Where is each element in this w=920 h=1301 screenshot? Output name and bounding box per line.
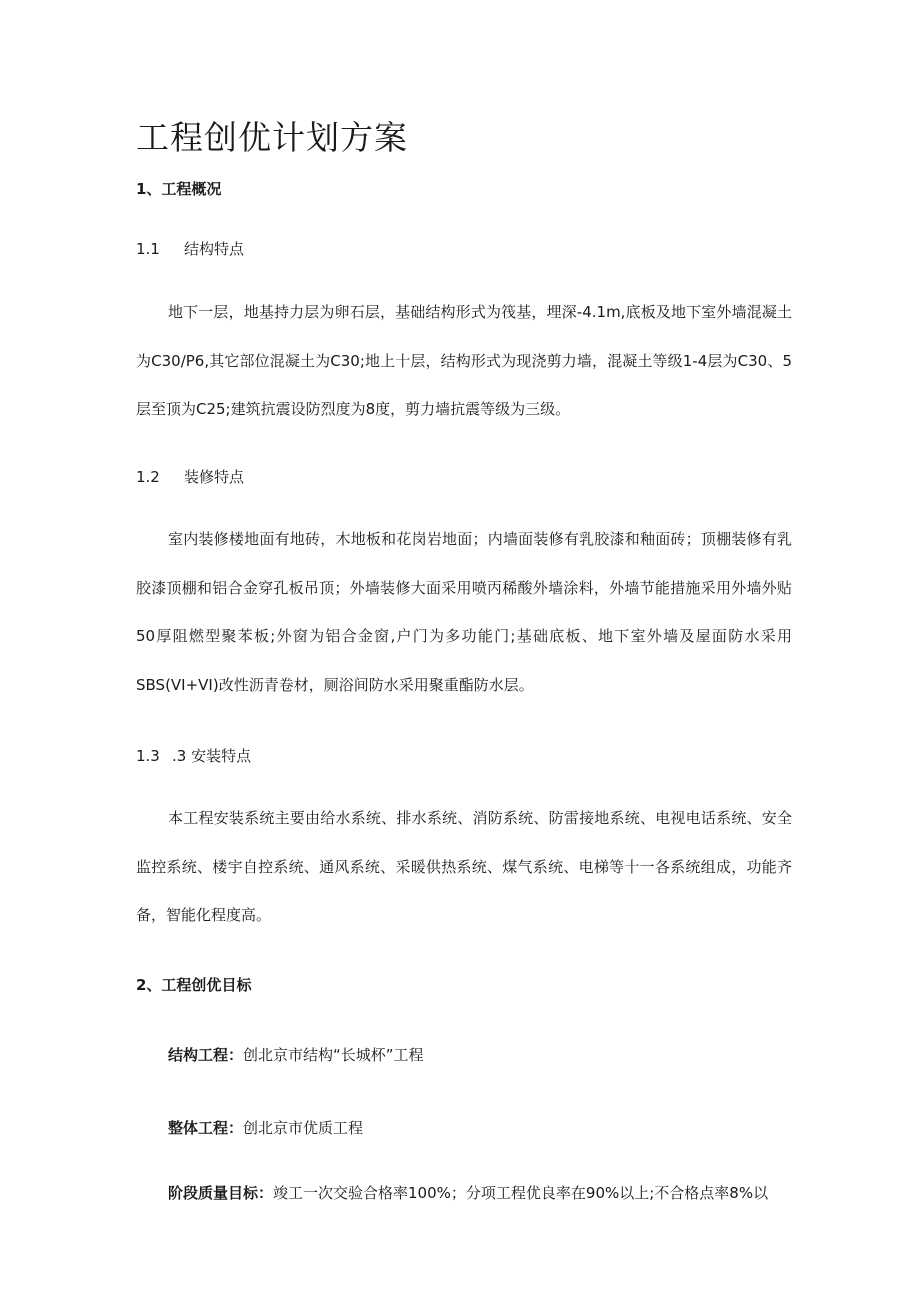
- goal-label: 阶段质量目标：: [168, 1184, 274, 1202]
- subsection-number: 1.3: [136, 747, 160, 765]
- subsection-label: 结构特点: [184, 240, 245, 258]
- goal-overall: [168, 1117, 363, 1138]
- subsection-label: 装修特点: [184, 468, 245, 486]
- subsection-heading-decoration: [136, 466, 244, 487]
- section-heading-overview: 1、工程概况: [136, 180, 222, 198]
- subsection-heading-structure: [136, 238, 244, 259]
- paragraph-installation: 本工程安装系统主要由给水系统、排水系统、消防系统、防雷接地系统、电视电话系统、安全监控系统、楼宇自控系统、通风系统、采暖供热系统、煤气系统、电梯等十一各系统组成，功能齐备，智能化程度高。: [136, 809, 792, 924]
- subsection-number: 1.1: [136, 240, 160, 258]
- paragraph-structure: 地下一层，地基持力层为卵石层，基础结构形式为筏基，埋深-4.1m,底板及地下室外墙混凝土为C30/P6,其它部位混凝土为C30;地上十层，结构形式为现浇剪力墙，混凝土等级1-4层为C30、5层至顶为C25;建筑抗震设防烈度为8度，剪力墙抗震等级为三级。: [136, 303, 792, 418]
- subsection-label: .3 安装特点: [172, 747, 252, 765]
- section-heading-goals: 2、工程创优目标: [136, 976, 252, 994]
- subsection-number: 1.2: [136, 468, 160, 486]
- goal-text: 竣工一次交验合格率100%；分项工程优良率在90%以上;不合格点率8%以: [273, 1184, 769, 1202]
- goal-text: 创北京市结构“长城杯”工程: [243, 1046, 424, 1064]
- goal-label: 结构工程：: [168, 1046, 244, 1064]
- subsection-heading-installation: [136, 745, 251, 766]
- goal-text: 创北京市优质工程: [243, 1119, 364, 1137]
- paragraph-decoration: 室内装修楼地面有地砖，木地板和花岗岩地面；内墙面装修有乳胶漆和釉面砖；顶棚装修有乳胶漆顶棚和铝合金穿孔板吊顶；外墙装修大面采用喷丙稀酸外墙涂料，外墙节能措施采用外墙外贴50厚阻燃型聚苯板;外窗为铝合金窗,户门为多功能门;基础底板、地下室外墙及屋面防水采用SBS(VI+VI)改性沥青卷材，厕浴间防水采用聚重酯防水层。: [136, 530, 792, 694]
- goal-stage-quality: [168, 1182, 768, 1203]
- page-title: 工程创优计划方案: [136, 118, 408, 157]
- goal-label: 整体工程：: [168, 1119, 244, 1137]
- goal-structure: [168, 1044, 424, 1065]
